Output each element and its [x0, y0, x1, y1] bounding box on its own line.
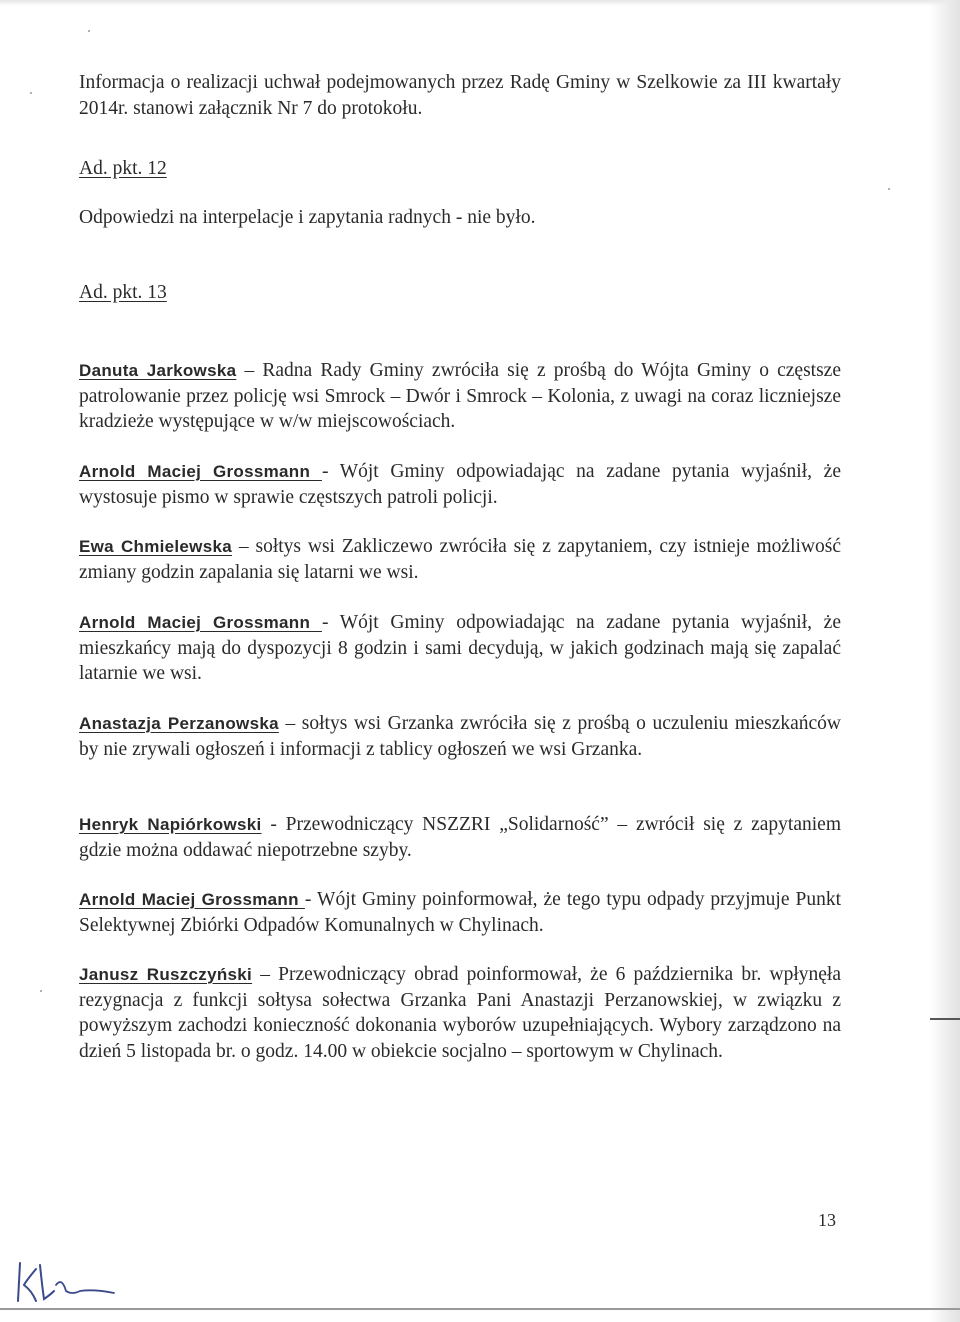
entry-danuta-jarkowska — [79, 358, 841, 435]
page-number: 13 — [818, 1210, 836, 1230]
speaker-name: Janusz Ruszczyński — [79, 965, 253, 984]
entry-anastazja-perzanowska — [79, 711, 841, 762]
speaker-name: Henryk Napiórkowski — [79, 815, 262, 834]
section-12-heading: Ad. pkt. 12 — [79, 158, 167, 179]
speaker-name: Arnold Maciej Grossmann — [79, 613, 322, 632]
scan-speck — [40, 990, 42, 992]
handwritten-signature — [14, 1255, 124, 1310]
entry-text: – Przewodniczący obrad poinformował, że 6 października br. wpłynęła rezygnacja z funkcji sołtysa sołectwa Grzanka Pani Anastazji Perzanowskiej, w związku z powyższym zachodzi konieczność dokonania wyborów uzupełniających. Wybory zarządzono na dzień 5 listopada br. o godz. 14.00 w obiekcie socjalno – sportowym w Chylinach. — [79, 964, 841, 1062]
entry-arnold-grossmann-2 — [79, 610, 841, 687]
section-13-heading: Ad. pkt. 13 — [79, 282, 167, 303]
entry-henryk-napiorkowski — [79, 812, 841, 863]
speaker-name: Ewa Chmielewska — [79, 537, 232, 556]
entry-text: - Przewodniczący NSZZRI „Solidarność” – zwrócił się z zapytaniem gdzie można oddawać niepotrzebne szyby. — [79, 814, 841, 861]
entry-text: - Wójt Gminy poinformował, że tego typu odpady przyjmuje Punkt Selektywnej Zbiórki Odpadów Komunalnych w Chylinach. — [79, 889, 841, 936]
entry-janusz-ruszczynski — [79, 962, 841, 1064]
scan-speck — [888, 188, 890, 190]
scan-speck — [88, 30, 90, 32]
speaker-name: Arnold Maciej Grossmann — [79, 462, 322, 481]
intro-paragraph: Informacja o realizacji uchwał podejmowanych przez Radę Gminy w Szelkowie za III kwartały 2014r. stanowi załącznik Nr 7 do protokołu. — [79, 72, 841, 119]
speaker-name: Danuta Jarkowska — [79, 361, 237, 380]
section-12-text: Odpowiedzi na interpelacje i zapytania radnych - nie było. — [79, 207, 536, 228]
entry-arnold-grossmann-3 — [79, 887, 841, 938]
scan-edge-bottom — [0, 1308, 960, 1310]
entry-text: - Wójt Gminy odpowiadając na zadane pytania wyjaśnił, że mieszkańcy mają do dyspozycji 8 godzin i sami decydują, w jakich godzinach mają się zapalać latarnie we wsi. — [79, 612, 841, 684]
scan-edge-top — [0, 0, 960, 6]
speaker-name: Anastazja Perzanowska — [79, 714, 279, 733]
entry-text: – Radna Rady Gminy zwróciła się z prośbą do Wójta Gminy o częstsze patrolowanie przez policję wsi Smrock – Dwór i Smrock – Kolonia, z uwagi na coraz liczniejsze kradzieże występujące w w/w miejscowościach. — [79, 360, 841, 432]
entry-ewa-chmielewska — [79, 534, 841, 585]
scan-mark — [930, 1018, 960, 1020]
entry-text: – sołtys wsi Zakliczewo zwróciła się z zapytaniem, czy istnieje możliwość zmiany godzin zapalania się latarni we wsi. — [79, 536, 841, 583]
speaker-name: Arnold Maciej Grossmann — [79, 890, 305, 909]
entry-text: - Wójt Gminy odpowiadając na zadane pytania wyjaśnił, że wystosuje pismo w sprawie częstszych patroli policji. — [79, 461, 841, 508]
entry-arnold-grossmann-1 — [79, 459, 841, 510]
scan-speck — [30, 92, 32, 94]
scan-edge-right — [930, 0, 960, 1322]
entry-text: – sołtys wsi Grzanka zwróciła się z prośbą o uczuleniu mieszkańców by nie zrywali ogłoszeń i informacji z tablicy ogłoszeń we wsi Grzanka. — [79, 713, 842, 760]
